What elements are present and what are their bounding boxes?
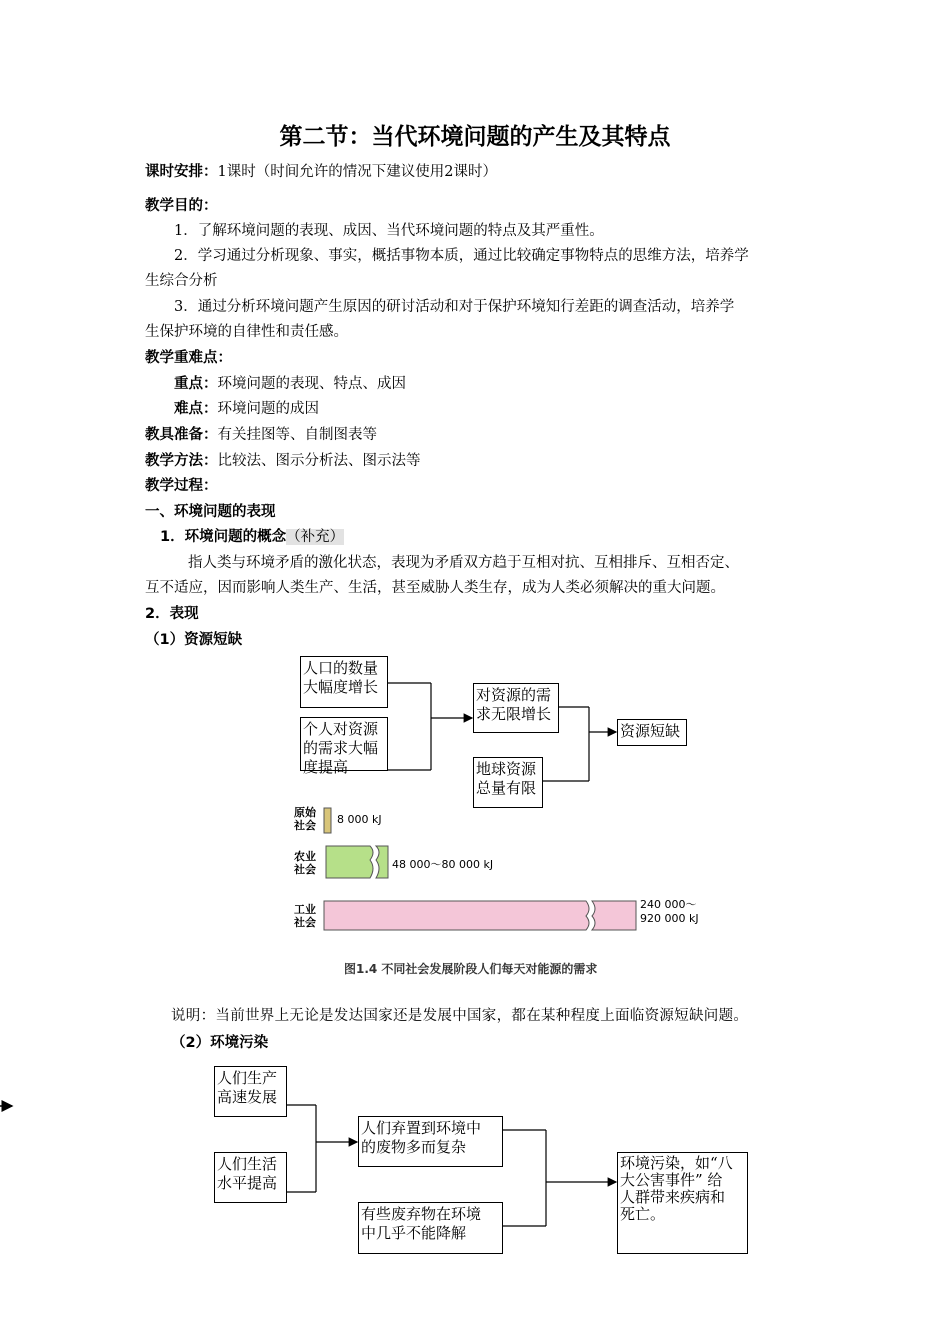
bar-industry (324, 901, 589, 930)
methods-label: 教学方法： (145, 453, 218, 469)
flow1-box-limited-line1: 地球资源 (476, 760, 537, 778)
flow1-box-limited-line2: 总量有限 (476, 779, 537, 797)
key-point-label: 重点： (174, 376, 218, 392)
goals-label: 教学目的： (145, 198, 218, 214)
flow2-box-waste-line2: 的废物多而复杂 (361, 1138, 467, 1156)
bar-primitive (324, 808, 331, 833)
key-point-text: 环境问题的表现、特点、成因 (217, 376, 406, 392)
row-label-industry (294, 903, 316, 929)
goal-3a: 3．通过分析环境问题产生原因的研讨活动和对于保护环境知行差距的调查活动，培养学 (174, 299, 735, 315)
process-label: 教学过程： (145, 478, 218, 494)
flow2-box-pollution-line2: 大公害事件” 给 (620, 1171, 723, 1189)
flow2-box-waste (358, 1116, 503, 1167)
bar-industry-tail (592, 901, 636, 930)
value-industry (640, 898, 699, 926)
flow1-box-demand-line3: 度提高 (303, 758, 349, 776)
sub2-heading: （2）环境污染 (171, 1035, 269, 1051)
flow2-box-waste-line1: 人们弃置到环境中 (361, 1119, 482, 1137)
concept-note: （补充） (286, 529, 345, 545)
section1-heading: 一、环境问题的表现 (145, 504, 276, 520)
flow2-box-pollution-line4: 死亡。 (620, 1205, 666, 1223)
hard-point-text: 环境问题的成因 (217, 401, 319, 417)
keypoints-label: 教学重难点： (145, 350, 232, 366)
hard-point-label: 难点： (174, 401, 218, 417)
flow1-box-population-line1: 人口的数量 (303, 659, 379, 677)
flow2-box-production (214, 1066, 287, 1117)
flow1-connectors (388, 683, 616, 781)
flow2-box-living (214, 1152, 287, 1203)
flow1-box-demand-line2: 的需求大幅 (303, 739, 379, 757)
figure-caption: 图1.4 不同社会发展阶段人们每天对能源的需求 (344, 962, 598, 976)
schedule-text: 1课时（时间允许的情况下建议使用2课时） (217, 164, 497, 180)
concept-heading: 1．环境问题的概念 (160, 529, 287, 545)
flow1-box-shortage: 资源短缺 (617, 719, 687, 746)
flow2-box-pollution-line3: 人群带来疾病和 (620, 1188, 726, 1206)
flow1-box-unlimited-line2: 求无限增长 (476, 705, 552, 723)
flow2-box-living-line1: 人们生活 (217, 1155, 278, 1173)
row-label-primitive (294, 806, 316, 832)
goal-3b: 生保护环境的自律性和责任感。 (145, 324, 348, 340)
flow2-box-production-line2: 高速发展 (217, 1088, 278, 1106)
row-label-industry-2: 社会 (294, 916, 316, 929)
value-agriculture: 48 000～80 000 kJ (392, 858, 494, 871)
value-industry-2: 920 000 kJ (640, 912, 699, 925)
schedule-label: 课时安排： (145, 164, 218, 180)
tools-text: 有关挂图等、自制图表等 (217, 427, 377, 443)
row-label-agriculture-1: 农业 (294, 850, 316, 863)
page-title: 第二节：当代环境问题的产生及其特点 (279, 124, 671, 150)
flow2-box-nondegradable-line1: 有些废弃物在环境 (361, 1205, 482, 1223)
bar-agriculture (326, 846, 373, 878)
row-label-primitive-1: 原始 (294, 806, 316, 819)
methods-text: 比较法、图示分析法、图示法等 (217, 453, 421, 469)
goal-2b: 生综合分析 (145, 273, 218, 289)
flow1-box-unlimited-line1: 对资源的需 (476, 686, 552, 704)
row-label-agriculture-2: 社会 (294, 863, 316, 876)
row-label-primitive-2: 社会 (294, 819, 316, 832)
flow2-box-production-line1: 人们生产 (217, 1069, 278, 1087)
goal-2a: 2．学习通过分析现象、事实，概括事物本质，通过比较确定事物特点的思维方法，培养学 (174, 248, 749, 264)
row-label-industry-1: 工业 (294, 903, 316, 916)
value-primitive: 8 000 kJ (337, 813, 382, 826)
flow2-box-nondegradable (358, 1202, 503, 1254)
flow1-box-demand-line1: 个人对资源 (303, 720, 379, 738)
row-label-agriculture (294, 850, 316, 876)
flow2-box-pollution-line1: 环境污染，如“八 (620, 1154, 733, 1172)
bar-agriculture-tail (376, 846, 388, 878)
sub1-heading: （1）资源短缺 (145, 632, 243, 648)
flow1-box-population-line2: 大幅度增长 (303, 678, 379, 696)
flow2-box-nondegradable-line2: 中几乎不能降解 (361, 1224, 467, 1242)
concept-p1: 指人类与环境矛盾的激化状态，表现为矛盾双方趋于互相对抗、互相排斥、互相否定、 (188, 555, 739, 571)
goal-1: 1．了解环境问题的表现、成因、当代环境问题的特点及其严重性。 (174, 223, 604, 239)
note-text: 说明：当前世界上无论是发达国家还是发展中国家，都在某种程度上面临资源短缺问题。 (171, 1008, 749, 1024)
tools-label: 教具准备： (145, 427, 218, 443)
flow2-box-living-line2: 水平提高 (217, 1174, 278, 1192)
concept-p2: 互不适应，因而影响人类生产、生活，甚至威胁人类生存，成为人类必须解决的重大问题。 (145, 580, 725, 596)
value-industry-1: 240 000～ (640, 898, 697, 911)
manifest-heading: 2．表现 (145, 606, 199, 622)
flow2-box-pollution (617, 1152, 748, 1254)
